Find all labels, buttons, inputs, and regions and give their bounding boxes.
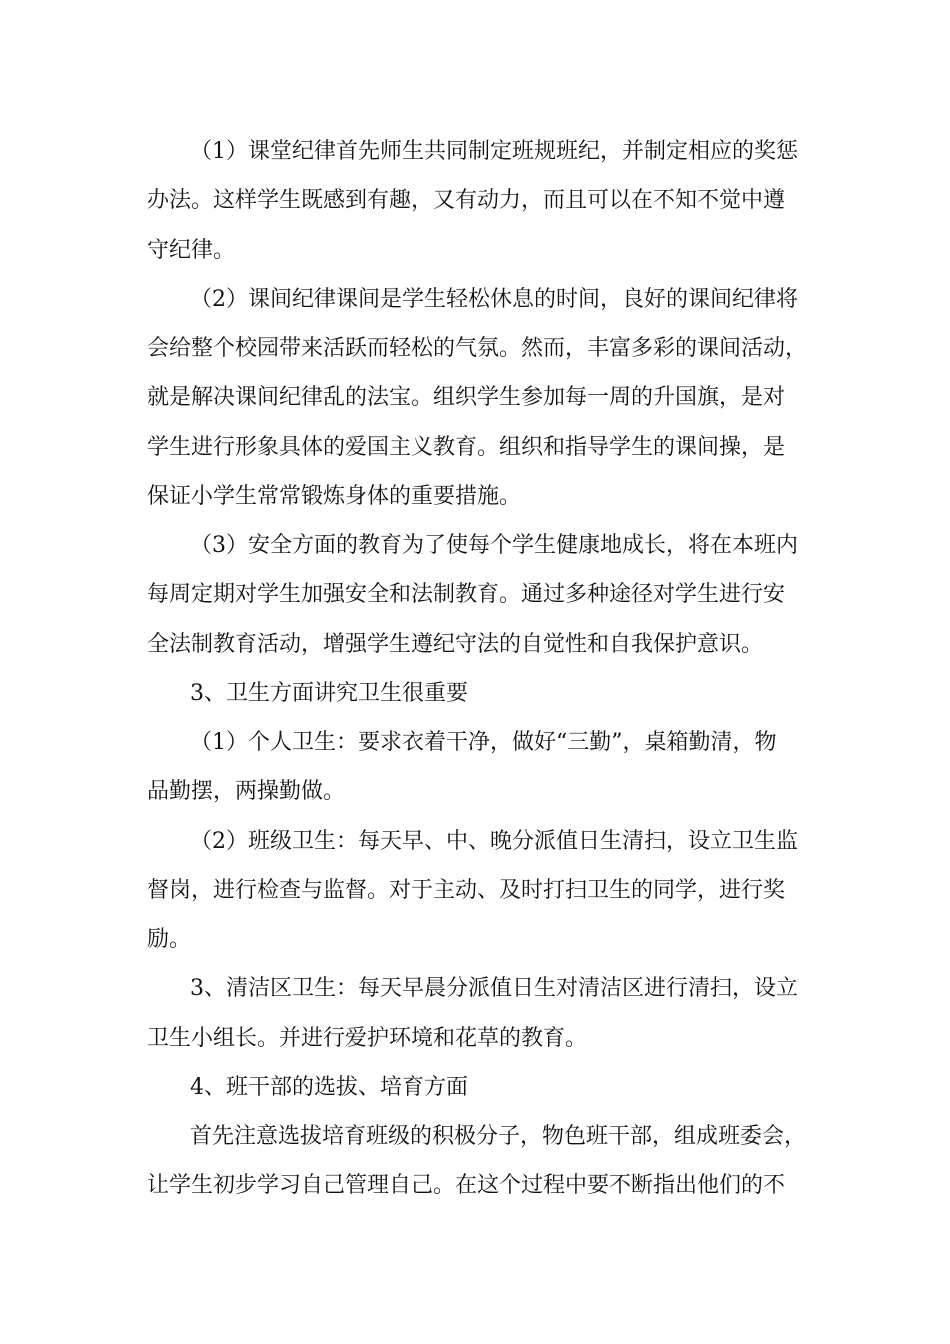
paragraph-line: （2）课间纪律课间是学生轻松休息的时间，良好的课间纪律将 (190, 287, 798, 312)
paragraph-line: 品勤摆，两操勤做。 (147, 779, 346, 804)
paragraph-line: 励。 (147, 927, 192, 952)
paragraph-line: 办法。这样学生既感到有趣，又有动力，而且可以在不知不觉中遵 (147, 188, 786, 213)
paragraph-line: 首先注意选拔培育班级的积极分子，物色班干部，组成班委会， (190, 1124, 807, 1149)
section-heading: 4、班干部的选拔、培育方面 (190, 1075, 468, 1100)
paragraph-line: （1）个人卫生：要求衣着干净，做好“三勤”，桌箱勤清，物 (190, 730, 777, 755)
paragraph-line: 让学生初步学习自己管理自己。在这个过程中要不断指出他们的不 (147, 1173, 786, 1198)
paragraph-line: 卫生小组长。并进行爱护环境和花草的教育。 (147, 1026, 588, 1051)
paragraph-line: 全法制教育活动，增强学生遵纪守法的自觉性和自我保护意识。 (147, 632, 764, 657)
paragraph-line: 会给整个校园带来活跃而轻松的气氛。然而，丰富多彩的课间活动， (147, 336, 808, 361)
paragraph-line: 3、清洁区卫生：每天早晨分派值日生对清洁区进行清扫，设立 (190, 976, 798, 1001)
paragraph-line: 督岗，进行检查与监督。对于主动、及时打扫卫生的同学，进行奖 (147, 878, 786, 903)
paragraph-line: （3）安全方面的教育为了使每个学生健康地成长，将在本班内 (190, 533, 798, 558)
paragraph-line: （1）课堂纪律首先师生共同制定班规班纪，并制定相应的奖惩 (190, 139, 798, 164)
paragraph-line: 守纪律。 (147, 238, 236, 263)
paragraph-line: 保证小学生常常锻炼身体的重要措施。 (147, 484, 522, 509)
paragraph-line: 每周定期对学生加强安全和法制教育。通过多种途径对学生进行安 (147, 582, 786, 607)
paragraph-line: （2）班级卫生：每天早、中、晚分派值日生清扫，设立卫生监 (190, 829, 798, 854)
paragraph-line: 就是解决课间纪律乱的法宝。组织学生参加每一周的升国旗，是对 (147, 385, 786, 410)
section-heading: 3、卫生方面讲究卫生很重要 (190, 681, 468, 706)
paragraph-line: 学生进行形象具体的爱国主义教育。组织和指导学生的课间操，是 (147, 435, 786, 460)
